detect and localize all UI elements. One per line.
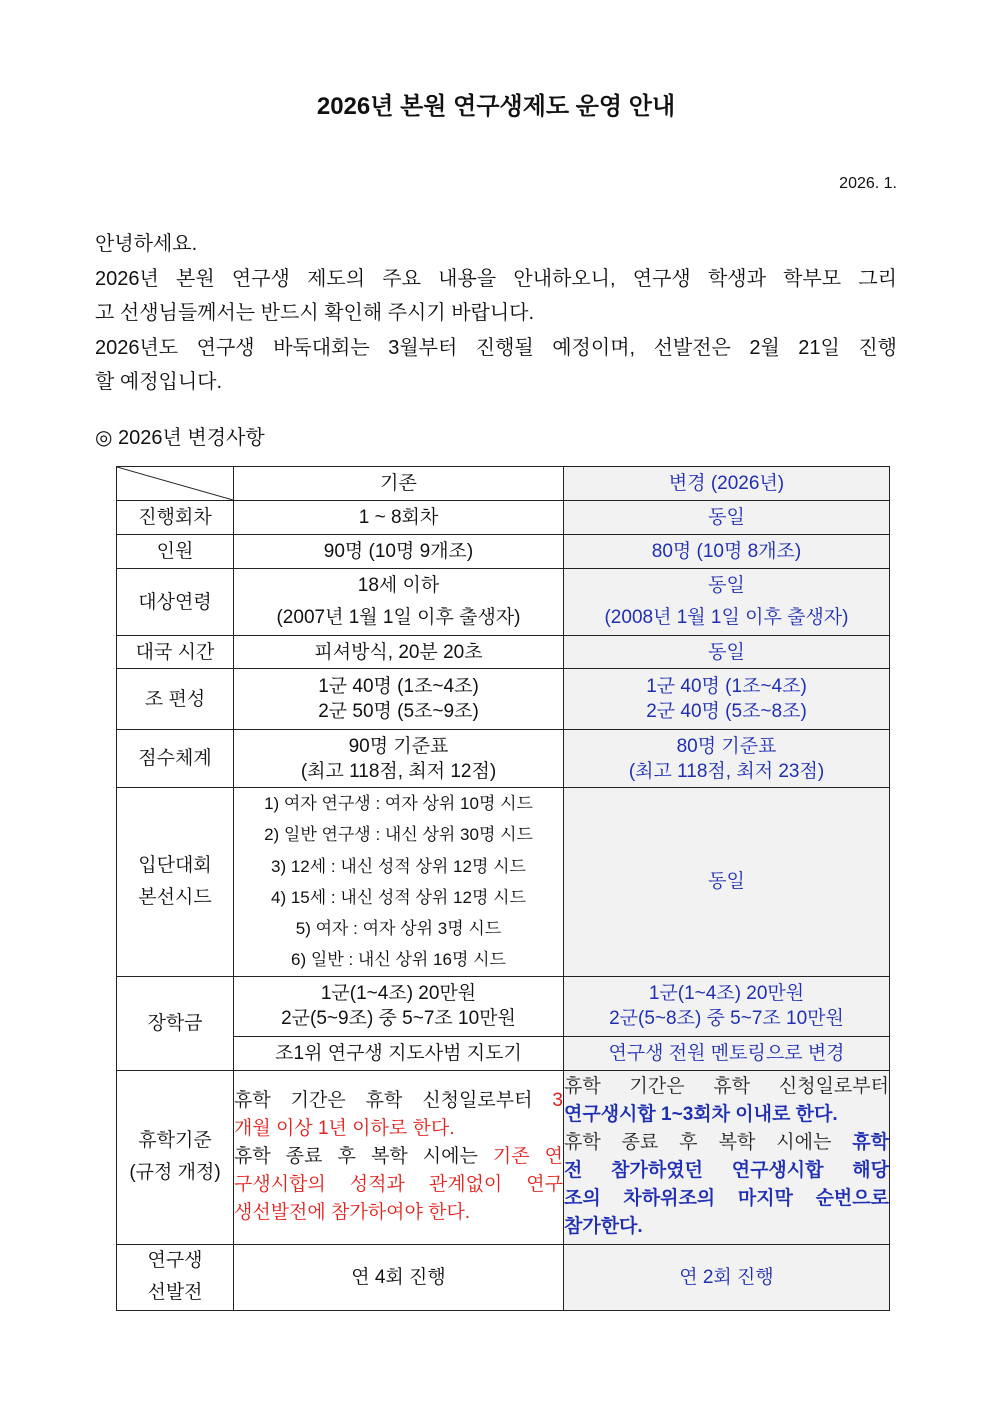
leave-highlight: 휴학 — [852, 1132, 890, 1154]
leave-highlight: 전 참가하였던 연구생시합 해당 — [564, 1160, 889, 1182]
row-label: 진행회차 — [117, 501, 234, 535]
leave-text: 휴학 종료 후 복학 시에는 — [564, 1132, 832, 1154]
after-cell: 연구생 전원 멘토링으로 변경 — [564, 1036, 890, 1070]
leave-highlight: 개월 이상 1년 이하로 한다. — [234, 1118, 455, 1140]
label-line: 입단대회 — [138, 854, 212, 876]
leave-line — [234, 1087, 563, 1115]
before-cell: 조1위 연구생 지도사범 지도기 — [234, 1036, 564, 1070]
table-row — [117, 1244, 890, 1310]
intro-line: 2026년도 연구생 바둑대회는 3월부터 진행될 예정이며, 선발전은 2월 21일 진행 — [95, 336, 897, 359]
table-row — [117, 730, 890, 788]
label-line: 선발전 — [147, 1282, 203, 1304]
table-row — [117, 535, 890, 569]
table-row — [117, 788, 890, 977]
label-line: (규정 개정) — [129, 1162, 221, 1184]
cell-line: 동일 — [708, 575, 745, 596]
cell-line: 2군 40명 (5조~8조) — [646, 701, 807, 722]
cell-line: (2008년 1월 1일 이후 출생자) — [604, 607, 849, 628]
after-cell — [564, 569, 890, 636]
row-label — [117, 1070, 234, 1244]
table-row — [117, 569, 890, 636]
leave-line — [564, 1129, 889, 1157]
leave-text: 휴학 기간은 휴학 신청일로부터 — [564, 1076, 889, 1098]
leave-line — [564, 1213, 889, 1241]
leave-line — [564, 1073, 889, 1101]
cell-line: (최고 118점, 최저 12점) — [300, 760, 497, 782]
document-date: 2026. 1. — [839, 175, 897, 192]
table-row — [117, 976, 890, 1036]
row-label: 대국 시간 — [117, 636, 234, 669]
cell-line: 1군 40명 (1조~4조) — [646, 676, 807, 697]
list-item: 6) 일반 : 내신 상위 16명 시드 — [291, 950, 506, 970]
row-label — [117, 1244, 234, 1310]
after-cell — [564, 730, 890, 788]
before-cell — [234, 730, 564, 788]
leave-line — [564, 1157, 889, 1185]
label-line: 휴학기준 — [138, 1130, 212, 1152]
row-label: 대상연령 — [117, 569, 234, 636]
cell-line: 2군 50명 (5조~9조) — [318, 701, 479, 722]
before-cell: 피셔방식, 20분 20초 — [234, 636, 564, 669]
leave-highlight: 구생시합의 성적과 관계없이 연구 — [234, 1174, 563, 1196]
after-cell — [564, 669, 890, 730]
table-row — [117, 1070, 890, 1244]
cell-line: 90명 기준표 — [348, 735, 449, 757]
after-cell: 동일 — [564, 636, 890, 669]
list-item: 1) 여자 연구생 : 여자 상위 10명 시드 — [264, 794, 533, 813]
list-item: 5) 여자 : 여자 상위 3명 시드 — [295, 919, 502, 939]
header-after: 변경 (2026년) — [564, 467, 890, 501]
header-row — [117, 467, 890, 501]
leave-highlight: 3 — [552, 1090, 563, 1112]
diagonal-line — [117, 467, 233, 500]
cell-line: (2007년 1월 1일 이후 출생자) — [276, 607, 521, 628]
leave-line — [564, 1185, 889, 1213]
greeting: 안녕하세요. — [95, 233, 198, 255]
leave-highlight: 생선발전에 참가하여야 한다. — [234, 1202, 471, 1224]
label-line: 본선시드 — [138, 886, 212, 908]
list-item: 2) 일반 연구생 : 내신 상위 30명 시드 — [264, 825, 533, 845]
table-row — [117, 636, 890, 669]
leave-after — [564, 1070, 890, 1244]
cell-line: 18세 이하 — [357, 575, 440, 596]
leave-highlight: 기존 연 — [492, 1146, 564, 1168]
table-row — [117, 669, 890, 730]
after-cell: 동일 — [564, 788, 890, 977]
intro-line: 2026년 본원 연구생 제도의 주요 내용을 안내하오니, 연구생 학생과 학부모 그리 — [95, 267, 897, 290]
cell-line: 80명 기준표 — [676, 735, 777, 757]
before-cell: 1 ~ 8회차 — [234, 501, 564, 535]
intro-line: 고 선생님들께서는 반드시 확인해 주시기 바랍니다. — [95, 302, 535, 324]
row-label: 점수체계 — [117, 730, 234, 788]
leave-highlight: 참가한다. — [564, 1216, 643, 1238]
cell-line: 1군(1~4조) 20만원 — [648, 983, 805, 1005]
list-item: 4) 15세 : 내신 성적 상위 12명 시드 — [271, 887, 526, 907]
leave-line — [564, 1101, 889, 1129]
leave-line — [234, 1143, 563, 1171]
row-label: 인원 — [117, 535, 234, 569]
before-cell: 연 4회 진행 — [234, 1244, 564, 1310]
after-cell — [564, 976, 890, 1036]
cell-line: 2군(5~8조) 중 5~7조 10만원 — [609, 1008, 844, 1030]
cell-line: 1군(1~4조) 20만원 — [320, 983, 477, 1005]
cell-line: (최고 118점, 최저 23점) — [628, 760, 825, 782]
header-before: 기존 — [234, 467, 564, 501]
cell-line: 2군(5~9조) 중 5~7조 10만원 — [281, 1008, 516, 1030]
leave-highlight: 연구생시합 1~3회차 이내로 한다. — [564, 1104, 838, 1126]
leave-line — [234, 1115, 563, 1143]
label-line: 연구생 — [147, 1250, 203, 1272]
after-cell: 80명 (10명 8개조) — [564, 535, 890, 569]
row-label — [117, 788, 234, 977]
section-heading: ◎ 2026년 변경사항 — [95, 427, 265, 449]
seed-list — [234, 788, 564, 977]
list-item: 3) 12세 : 내신 성적 상위 12명 시드 — [271, 856, 526, 876]
leave-line — [234, 1171, 563, 1199]
leave-highlight: 조의 차하위조의 마지막 순번으로 — [564, 1188, 889, 1210]
document-title: 2026년 본원 연구생제도 운영 안내 — [316, 93, 676, 120]
before-cell — [234, 976, 564, 1036]
intro-text — [95, 227, 897, 400]
leave-before — [234, 1070, 564, 1244]
changes-table — [116, 466, 890, 1311]
leave-line — [234, 1199, 563, 1227]
after-cell: 연 2회 진행 — [564, 1244, 890, 1310]
corner-cell — [117, 467, 234, 501]
row-label: 조 편성 — [117, 669, 234, 730]
after-cell: 동일 — [564, 501, 890, 535]
before-cell: 90명 (10명 9개조) — [234, 535, 564, 569]
before-cell — [234, 569, 564, 636]
before-cell — [234, 669, 564, 730]
leave-text: 휴학 종료 후 복학 시에는 — [234, 1146, 478, 1168]
cell-line: 1군 40명 (1조~4조) — [318, 676, 479, 697]
table-row — [117, 501, 890, 535]
row-label: 장학금 — [117, 976, 234, 1070]
intro-line: 할 예정입니다. — [95, 371, 223, 393]
leave-text: 휴학 기간은 휴학 신청일로부터 — [234, 1090, 533, 1112]
